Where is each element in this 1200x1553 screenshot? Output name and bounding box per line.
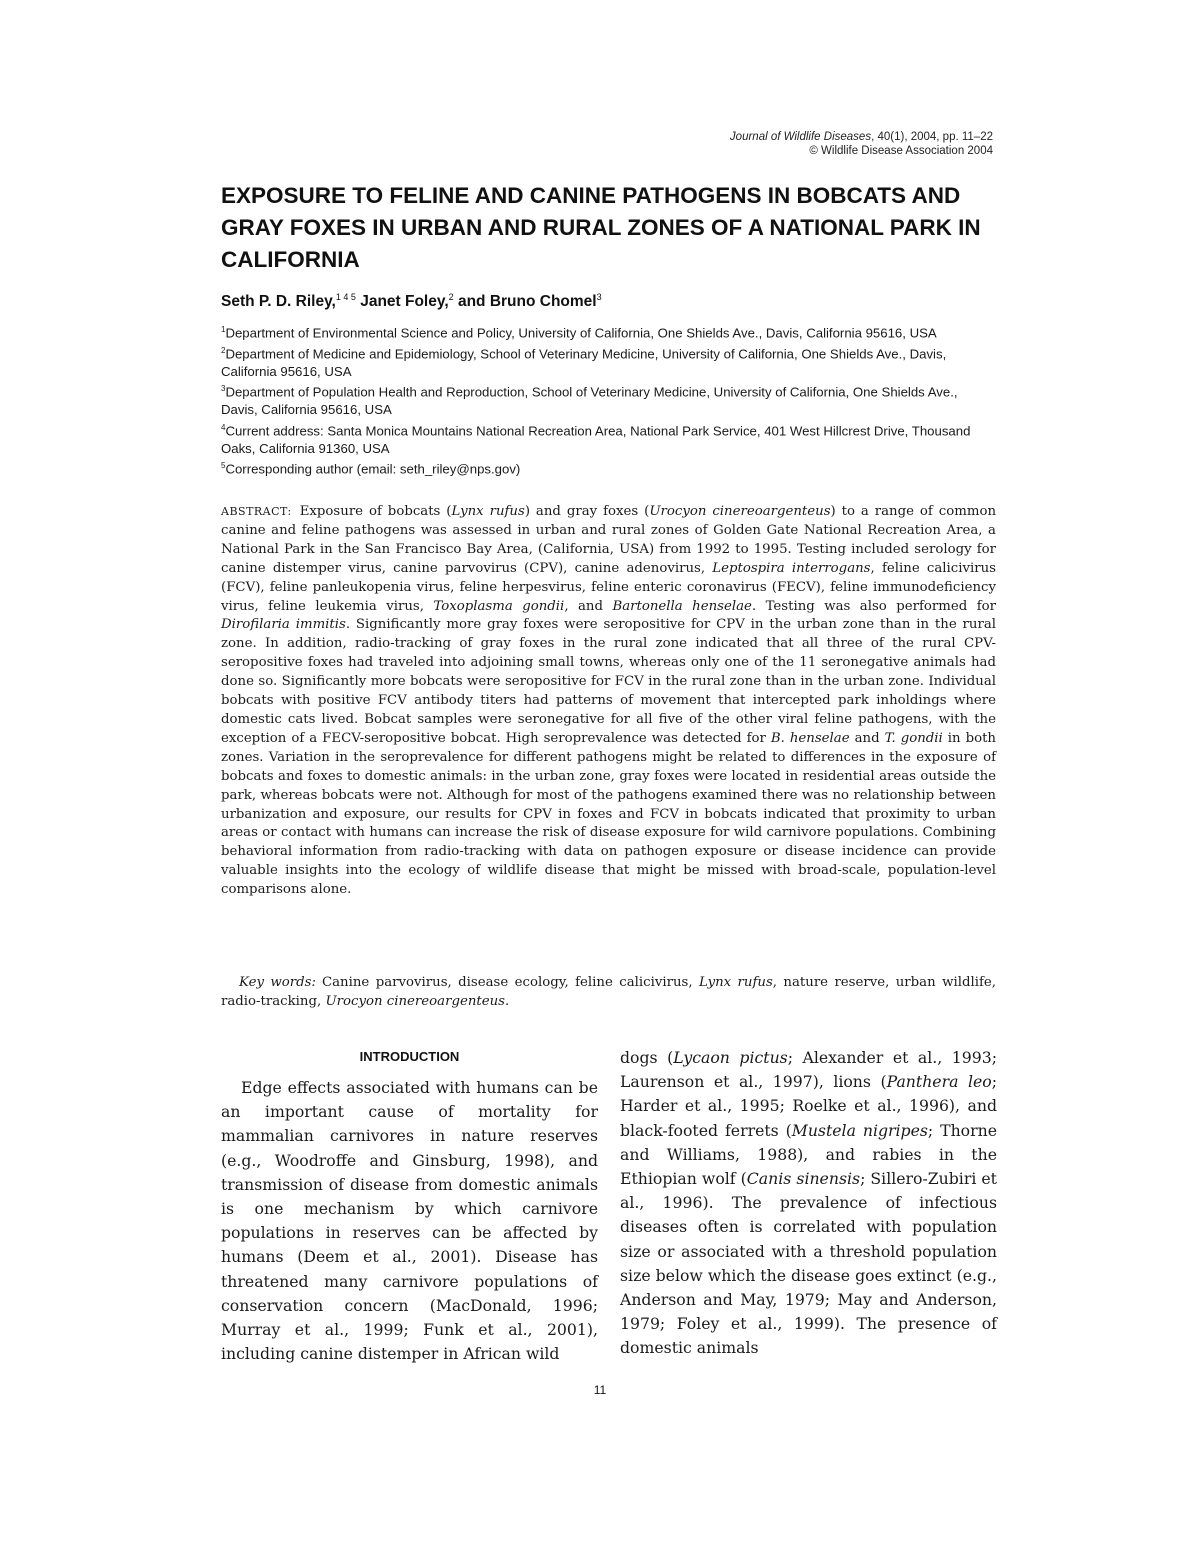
- abstract-label: ABSTRACT:: [221, 505, 292, 518]
- journal-info: [730, 130, 993, 158]
- affiliations: [221, 321, 981, 478]
- affiliation-number: 5: [221, 461, 226, 471]
- affiliation-text: Department of Environmental Science and Policy, University of California, One Shields Ave., Davis, California 95616, USA: [225, 325, 937, 341]
- affiliation-text: Corresponding author (email: seth_riley@nps.gov): [225, 461, 521, 477]
- author-name: Seth P. D. Riley,: [221, 293, 336, 311]
- introduction-left-column: Edge effects associated with humans can be an important cause of mortality for mammalian carnivores in nature reserves (e.g., Woodroffe and Ginsburg, 1998), and transmission of disease from domestic animals is one mechanism by which carnivore populations in reserves can be affected by humans (Deem et al., 2001). Disease has threatened many carnivore populations of conservation concern (MacDonald, 1996; Murray et al., 1999; Funk et al., 2001), including canine distemper in African wild: [221, 1078, 598, 1364]
- affiliation: [221, 342, 981, 380]
- affiliation: [221, 419, 981, 457]
- keywords: Key words: Canine parvovirus, disease ecology, feline calicivirus, Lynx rufus, nature reserve, urban wildlife, radio-tracking, Urocyon cinereoargenteus.: [221, 975, 996, 1009]
- keywords-label: Key words:: [239, 975, 316, 990]
- author-superscript: 3: [596, 292, 602, 302]
- affiliation-text: Department of Medicine and Epidemiology, School of Veterinary Medicine, University of California, One Shields Ave., Davis, California 95616, USA: [221, 346, 947, 379]
- affiliation-number: 2: [221, 345, 226, 355]
- affiliation: [221, 380, 981, 418]
- affiliation-number: 4: [221, 422, 226, 432]
- affiliation: [221, 321, 981, 342]
- affiliation-text: Current address: Santa Monica Mountains National Recreation Area, National Park Service, 401 West Hillcrest Drive, Thousand Oaks, California 91360, USA: [221, 423, 971, 456]
- author-superscript: 1 4 5: [335, 292, 356, 302]
- abstract: ABSTRACT: Exposure of bobcats (Lynx rufus) and gray foxes (Urocyon cinereoargenteus) to a range of common canine and feline pathogens was assessed in urban and rural zones of Golden Gate National Recreation Area, a National Park in the San Francisco Bay Area, (California, USA) from 1992 to 1995. Testing included serology for canine distemper virus, canine parvovirus (CPV), canine adenovirus, Leptospira interrogans, feline calicivirus (FCV), feline panleukopenia virus, feline herpesvirus, feline enteric coronavirus (FECV), feline immunodeficiency virus, feline leukemia virus, Toxoplasma gondii, and Bartonella henselae. Testing was also performed for Dirofilaria immitis. Significantly more gray foxes were seropositive for CPV in the urban zone than in the rural zone. In addition, radio-tracking of gray foxes in the rural zone indicated that all three of the rural CPV-seropositive foxes had traveled into adjoining small towns, whereas only one of the 11 seronegative animals had done so. Significantly more bobcats were seropositive for FCV in the rural zone than in the urban zone. Individual bobcats with positive FCV antibody titers had patterns of movement that intercepted park inholdings where domestic cats lived. Bobcat samples were seronegative for all five of the other viral feline pathogens, with the exception of a FECV-seropositive bobcat. High seroprevalence was detected for B. henselae and T. gondii in both zones. Variation in the seroprevalence for different pathogens might be related to differences in the exposure of bobcats and foxes to domestic animals: in the urban zone, gray foxes were located in residential areas outside the park, whereas bobcats were not. Although for most of the pathogens examined there was no relationship between urbanization and exposure, our results for CPV in foxes and FCV in bobcats indicated that proximity to urban areas or contact with humans can increase the risk of disease exposure for wild carnivore populations. Combining behavioral information from radio-tracking with data on pathogen exposure or disease incidence can provide valuable insights into the ecology of wildlife disease that might be missed with broad-scale, population-level comparisons alone.: [221, 504, 997, 898]
- author-name: and Bruno Chomel: [453, 293, 597, 311]
- copyright-line: © Wildlife Disease Association 2004: [809, 145, 993, 157]
- affiliation-number: 1: [221, 325, 226, 334]
- section-heading-introduction: INTRODUCTION: [359, 1049, 460, 1064]
- author-list: [221, 292, 602, 311]
- author-superscript: 2: [448, 292, 454, 302]
- journal-citation-line: [730, 130, 993, 144]
- article-title: EXPOSURE TO FELINE AND CANINE PATHOGENS IN BOBCATS AND GRAY FOXES IN URBAN AND RURAL ZONES OF A NATIONAL PARK IN CALIFORNIA: [221, 183, 981, 272]
- author-name: Janet Foley,: [355, 293, 449, 311]
- affiliation: [221, 457, 981, 478]
- page-number: 11: [593, 1383, 607, 1397]
- affiliation-number: 3: [221, 384, 226, 394]
- affiliation-text: Department of Population Health and Reproduction, School of Veterinary Medicine, University of California, One Shields Ave., Davis, California 95616, USA: [221, 384, 958, 418]
- journal-name: Journal of Wildlife Diseases: [729, 131, 872, 143]
- introduction-right-column: dogs (Lycaon pictus; Alexander et al., 1993; Laurenson et al., 1997), lions (Panthera leo; Harder et al., 1995; Roelke et al., 1996), and black-footed ferrets (Mustela nigripes; Thorne and Williams, 1988), and rabies in the Ethiopian wolf (Canis sinensis; Sillero-Zubiri et al., 1996). The prevalence of infectious diseases often is correlated with population size or associated with a threshold population size below which the disease goes extinct (e.g., Anderson and May, 1979; May and Anderson, 1979; Foley et al., 1999). The presence of domestic animals: [620, 1048, 998, 1358]
- journal-citation: , 40(1), 2004, pp. 11–22: [871, 131, 993, 143]
